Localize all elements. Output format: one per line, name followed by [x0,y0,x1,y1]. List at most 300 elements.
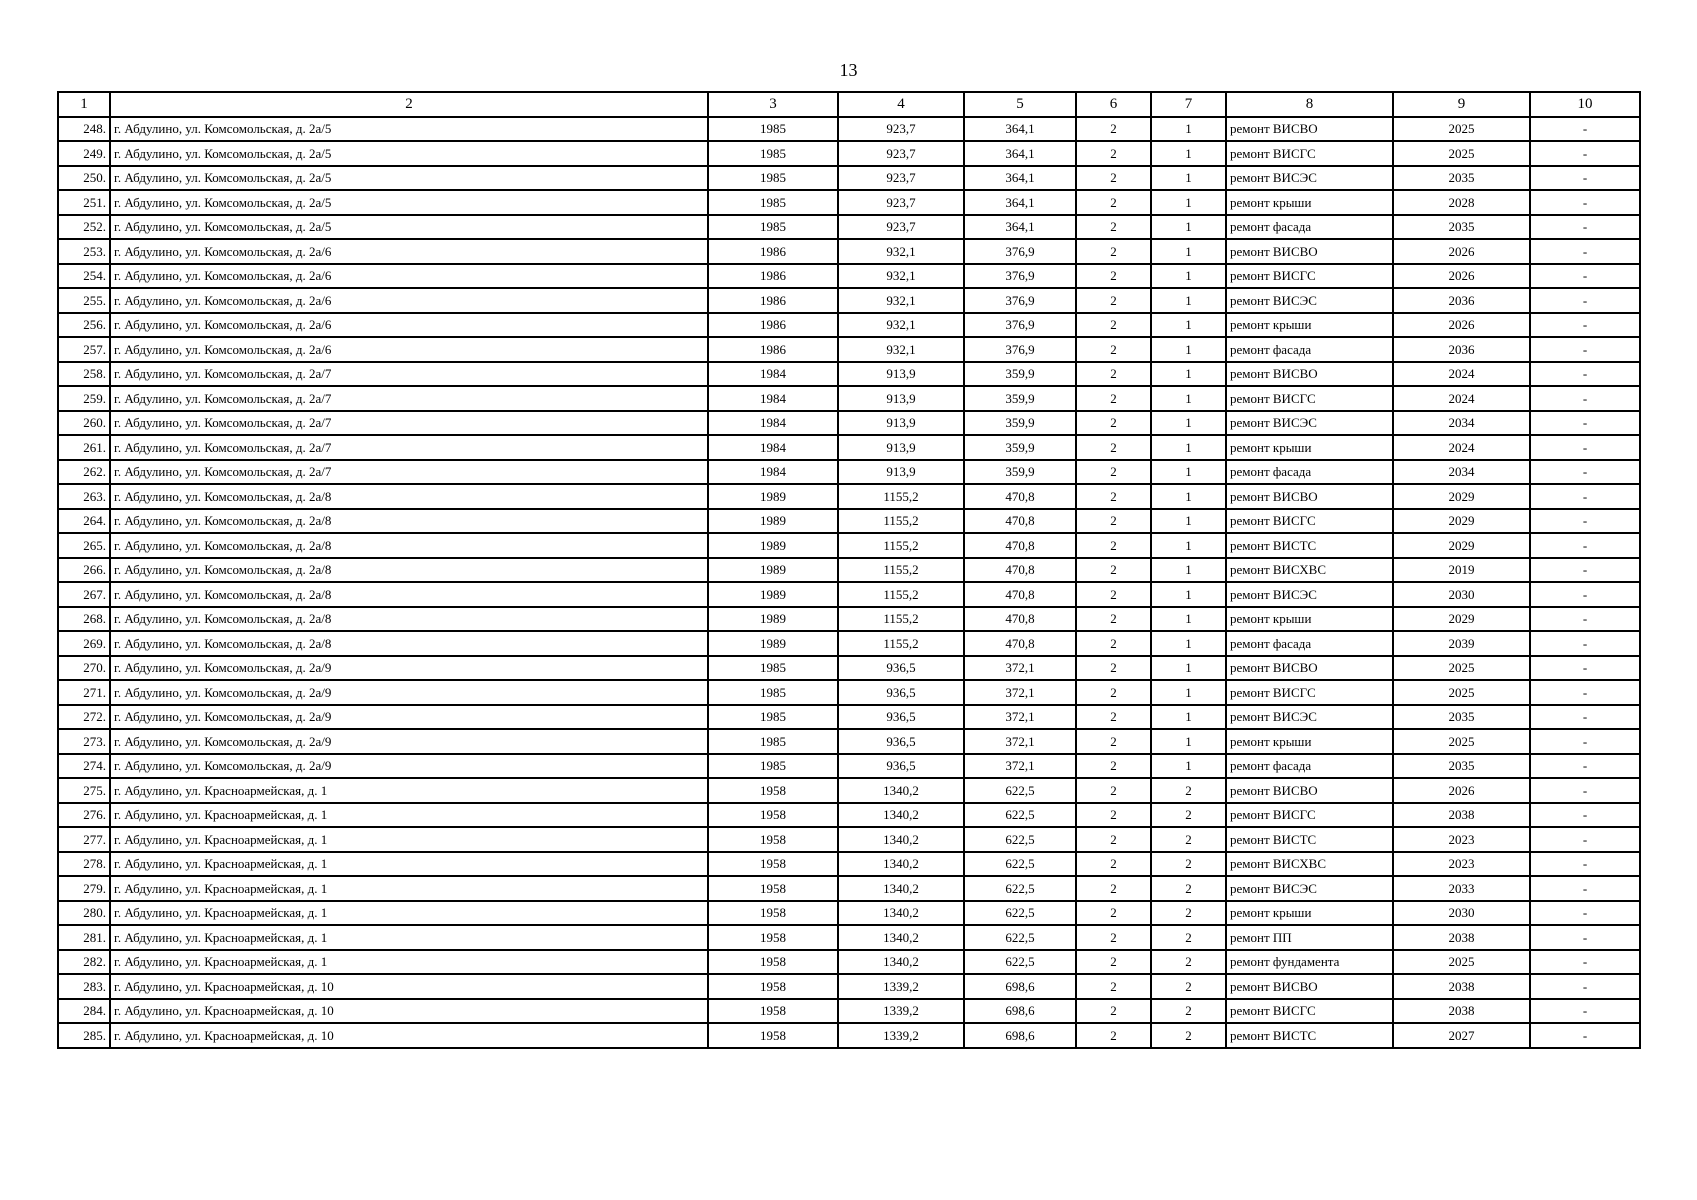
table-row [58,803,1640,828]
address-cell: г. Абдулино, ул. Комсомольская, д. 2а/7 [110,435,708,460]
note-cell: - [1530,558,1640,583]
table-row [58,974,1640,999]
repair-type-cell: ремонт ВИСЭС [1226,876,1393,901]
column-header: 6 [1076,92,1151,117]
row-number-cell: 275. [58,778,110,803]
entrances-cell: 1 [1151,754,1226,779]
column-header: 5 [964,92,1076,117]
year-built-cell: 1986 [708,239,838,264]
row-number-cell: 261. [58,435,110,460]
entrances-cell: 2 [1151,925,1226,950]
planned-year-cell: 2039 [1393,631,1530,656]
repair-type-cell: ремонт ВИСГС [1226,680,1393,705]
entrances-cell: 2 [1151,876,1226,901]
note-cell: - [1530,999,1640,1024]
row-number-cell: 266. [58,558,110,583]
entrances-cell: 1 [1151,337,1226,362]
floors-cell: 2 [1076,778,1151,803]
living-area-cell: 364,1 [964,166,1076,191]
row-number-cell: 268. [58,607,110,632]
living-area-cell: 470,8 [964,558,1076,583]
repair-type-cell: ремонт фасада [1226,460,1393,485]
floors-cell: 2 [1076,337,1151,362]
year-built-cell: 1958 [708,852,838,877]
living-area-cell: 470,8 [964,484,1076,509]
repair-type-cell: ремонт ВИСЭС [1226,288,1393,313]
address-cell: г. Абдулино, ул. Комсомольская, д. 2а/7 [110,386,708,411]
living-area-cell: 359,9 [964,460,1076,485]
planned-year-cell: 2034 [1393,411,1530,436]
total-area-cell: 932,1 [838,337,964,362]
floors-cell: 2 [1076,925,1151,950]
repair-type-cell: ремонт ВИСВО [1226,974,1393,999]
table-row [58,901,1640,926]
planned-year-cell: 2025 [1393,141,1530,166]
living-area-cell: 376,9 [964,264,1076,289]
table-row [58,582,1640,607]
row-number-cell: 274. [58,754,110,779]
total-area-cell: 1155,2 [838,582,964,607]
address-cell: г. Абдулино, ул. Комсомольская, д. 2а/9 [110,656,708,681]
address-cell: г. Абдулино, ул. Комсомольская, д. 2а/7 [110,362,708,387]
planned-year-cell: 2026 [1393,778,1530,803]
year-built-cell: 1985 [708,141,838,166]
repair-type-cell: ремонт ВИСХВС [1226,558,1393,583]
address-cell: г. Абдулино, ул. Комсомольская, д. 2а/6 [110,239,708,264]
note-cell: - [1530,607,1640,632]
living-area-cell: 359,9 [964,411,1076,436]
total-area-cell: 913,9 [838,411,964,436]
total-area-cell: 1339,2 [838,1023,964,1048]
entrances-cell: 2 [1151,852,1226,877]
note-cell: - [1530,190,1640,215]
note-cell: - [1530,264,1640,289]
planned-year-cell: 2035 [1393,705,1530,730]
living-area-cell: 376,9 [964,239,1076,264]
entrances-cell: 1 [1151,362,1226,387]
row-number-cell: 255. [58,288,110,313]
total-area-cell: 1340,2 [838,778,964,803]
total-area-cell: 1339,2 [838,999,964,1024]
year-built-cell: 1986 [708,337,838,362]
repair-type-cell: ремонт ВИСГС [1226,509,1393,534]
repair-type-cell: ремонт ВИСГС [1226,141,1393,166]
address-cell: г. Абдулино, ул. Комсомольская, д. 2а/6 [110,337,708,362]
planned-year-cell: 2029 [1393,607,1530,632]
floors-cell: 2 [1076,484,1151,509]
table-row [58,509,1640,534]
living-area-cell: 622,5 [964,852,1076,877]
note-cell: - [1530,901,1640,926]
total-area-cell: 1340,2 [838,901,964,926]
row-number-cell: 262. [58,460,110,485]
planned-year-cell: 2023 [1393,827,1530,852]
floors-cell: 2 [1076,729,1151,754]
note-cell: - [1530,778,1640,803]
note-cell: - [1530,974,1640,999]
year-built-cell: 1989 [708,484,838,509]
year-built-cell: 1958 [708,974,838,999]
living-area-cell: 698,6 [964,999,1076,1024]
repair-type-cell: ремонт ВИСГС [1226,803,1393,828]
year-built-cell: 1984 [708,362,838,387]
planned-year-cell: 2029 [1393,509,1530,534]
entrances-cell: 1 [1151,558,1226,583]
entrances-cell: 1 [1151,680,1226,705]
row-number-cell: 248. [58,117,110,142]
living-area-cell: 364,1 [964,215,1076,240]
entrances-cell: 1 [1151,460,1226,485]
planned-year-cell: 2038 [1393,999,1530,1024]
entrances-cell: 1 [1151,484,1226,509]
repair-type-cell: ремонт фасада [1226,337,1393,362]
repair-type-cell: ремонт ВИСВО [1226,117,1393,142]
row-number-cell: 272. [58,705,110,730]
note-cell: - [1530,656,1640,681]
living-area-cell: 470,8 [964,533,1076,558]
repair-type-cell: ремонт ВИСТС [1226,827,1393,852]
repair-type-cell: ремонт крыши [1226,190,1393,215]
planned-year-cell: 2034 [1393,460,1530,485]
note-cell: - [1530,337,1640,362]
total-area-cell: 1155,2 [838,509,964,534]
repair-type-cell: ремонт ВИСВО [1226,656,1393,681]
living-area-cell: 359,9 [964,435,1076,460]
row-number-cell: 249. [58,141,110,166]
repair-schedule-table [57,91,1641,1049]
entrances-cell: 1 [1151,509,1226,534]
living-area-cell: 470,8 [964,631,1076,656]
note-cell: - [1530,533,1640,558]
repair-type-cell: ремонт ВИСГС [1226,264,1393,289]
planned-year-cell: 2036 [1393,288,1530,313]
note-cell: - [1530,239,1640,264]
row-number-cell: 256. [58,313,110,338]
note-cell: - [1530,925,1640,950]
column-header: 8 [1226,92,1393,117]
table-row [58,729,1640,754]
note-cell: - [1530,141,1640,166]
table-row [58,631,1640,656]
row-number-cell: 253. [58,239,110,264]
entrances-cell: 1 [1151,386,1226,411]
planned-year-cell: 2028 [1393,190,1530,215]
row-number-cell: 280. [58,901,110,926]
note-cell: - [1530,435,1640,460]
note-cell: - [1530,509,1640,534]
year-built-cell: 1984 [708,435,838,460]
repair-type-cell: ремонт ВИСЭС [1226,705,1393,730]
planned-year-cell: 2026 [1393,313,1530,338]
row-number-cell: 276. [58,803,110,828]
planned-year-cell: 2025 [1393,656,1530,681]
table-row [58,852,1640,877]
entrances-cell: 1 [1151,607,1226,632]
living-area-cell: 622,5 [964,876,1076,901]
entrances-cell: 2 [1151,901,1226,926]
year-built-cell: 1985 [708,656,838,681]
note-cell: - [1530,754,1640,779]
year-built-cell: 1984 [708,386,838,411]
year-built-cell: 1989 [708,533,838,558]
repair-type-cell: ремонт ВИСЭС [1226,582,1393,607]
total-area-cell: 923,7 [838,117,964,142]
note-cell: - [1530,117,1640,142]
floors-cell: 2 [1076,117,1151,142]
living-area-cell: 364,1 [964,141,1076,166]
year-built-cell: 1984 [708,411,838,436]
table-row [58,705,1640,730]
note-cell: - [1530,803,1640,828]
planned-year-cell: 2025 [1393,950,1530,975]
entrances-cell: 2 [1151,950,1226,975]
planned-year-cell: 2025 [1393,729,1530,754]
floors-cell: 2 [1076,313,1151,338]
table-row [58,607,1640,632]
planned-year-cell: 2038 [1393,974,1530,999]
living-area-cell: 622,5 [964,901,1076,926]
living-area-cell: 470,8 [964,582,1076,607]
planned-year-cell: 2025 [1393,680,1530,705]
living-area-cell: 622,5 [964,778,1076,803]
floors-cell: 2 [1076,876,1151,901]
entrances-cell: 1 [1151,239,1226,264]
living-area-cell: 376,9 [964,313,1076,338]
row-number-cell: 264. [58,509,110,534]
year-built-cell: 1989 [708,607,838,632]
row-number-cell: 260. [58,411,110,436]
note-cell: - [1530,313,1640,338]
living-area-cell: 376,9 [964,337,1076,362]
floors-cell: 2 [1076,558,1151,583]
table-row [58,386,1640,411]
row-number-cell: 267. [58,582,110,607]
planned-year-cell: 2030 [1393,582,1530,607]
year-built-cell: 1958 [708,1023,838,1048]
address-cell: г. Абдулино, ул. Красноармейская, д. 1 [110,803,708,828]
note-cell: - [1530,362,1640,387]
row-number-cell: 277. [58,827,110,852]
note-cell: - [1530,950,1640,975]
table-row [58,680,1640,705]
living-area-cell: 622,5 [964,803,1076,828]
row-number-cell: 251. [58,190,110,215]
address-cell: г. Абдулино, ул. Комсомольская, д. 2а/5 [110,190,708,215]
address-cell: г. Абдулино, ул. Комсомольская, д. 2а/5 [110,215,708,240]
column-header: 10 [1530,92,1640,117]
address-cell: г. Абдулино, ул. Комсомольская, д. 2а/7 [110,411,708,436]
note-cell: - [1530,729,1640,754]
address-cell: г. Абдулино, ул. Красноармейская, д. 1 [110,852,708,877]
table-row [58,411,1640,436]
floors-cell: 2 [1076,631,1151,656]
row-number-cell: 254. [58,264,110,289]
note-cell: - [1530,876,1640,901]
floors-cell: 2 [1076,190,1151,215]
total-area-cell: 923,7 [838,190,964,215]
total-area-cell: 1340,2 [838,852,964,877]
living-area-cell: 359,9 [964,386,1076,411]
floors-cell: 2 [1076,166,1151,191]
total-area-cell: 1340,2 [838,803,964,828]
note-cell: - [1530,852,1640,877]
living-area-cell: 359,9 [964,362,1076,387]
year-built-cell: 1958 [708,876,838,901]
entrances-cell: 2 [1151,827,1226,852]
living-area-cell: 698,6 [964,974,1076,999]
floors-cell: 2 [1076,607,1151,632]
row-number-cell: 278. [58,852,110,877]
note-cell: - [1530,705,1640,730]
table-row [58,460,1640,485]
row-number-cell: 273. [58,729,110,754]
floors-cell: 2 [1076,288,1151,313]
total-area-cell: 1155,2 [838,558,964,583]
address-cell: г. Абдулино, ул. Красноармейская, д. 10 [110,974,708,999]
repair-type-cell: ремонт ВИСВО [1226,362,1393,387]
repair-type-cell: ремонт крыши [1226,729,1393,754]
entrances-cell: 1 [1151,215,1226,240]
planned-year-cell: 2024 [1393,362,1530,387]
year-built-cell: 1958 [708,999,838,1024]
year-built-cell: 1985 [708,680,838,705]
entrances-cell: 2 [1151,1023,1226,1048]
address-cell: г. Абдулино, ул. Комсомольская, д. 2а/9 [110,754,708,779]
planned-year-cell: 2024 [1393,435,1530,460]
repair-type-cell: ремонт ВИСВО [1226,778,1393,803]
table-row [58,313,1640,338]
note-cell: - [1530,1023,1640,1048]
address-cell: г. Абдулино, ул. Красноармейская, д. 10 [110,1023,708,1048]
year-built-cell: 1989 [708,558,838,583]
total-area-cell: 936,5 [838,656,964,681]
entrances-cell: 2 [1151,999,1226,1024]
year-built-cell: 1989 [708,582,838,607]
entrances-cell: 1 [1151,533,1226,558]
year-built-cell: 1958 [708,901,838,926]
page-number: 13 [839,60,858,80]
column-header: 9 [1393,92,1530,117]
table-row [58,264,1640,289]
entrances-cell: 2 [1151,803,1226,828]
table-row [58,827,1640,852]
planned-year-cell: 2029 [1393,484,1530,509]
repair-type-cell: ремонт ВИСХВС [1226,852,1393,877]
planned-year-cell: 2030 [1393,901,1530,926]
total-area-cell: 1155,2 [838,533,964,558]
row-number-cell: 271. [58,680,110,705]
floors-cell: 2 [1076,435,1151,460]
note-cell: - [1530,166,1640,191]
floors-cell: 2 [1076,705,1151,730]
living-area-cell: 372,1 [964,705,1076,730]
table-row [58,141,1640,166]
repair-type-cell: ремонт крыши [1226,313,1393,338]
repair-type-cell: ремонт крыши [1226,607,1393,632]
repair-type-cell: ремонт ВИСЭС [1226,166,1393,191]
total-area-cell: 913,9 [838,362,964,387]
address-cell: г. Абдулино, ул. Комсомольская, д. 2а/8 [110,533,708,558]
row-number-cell: 284. [58,999,110,1024]
entrances-cell: 1 [1151,705,1226,730]
entrances-cell: 2 [1151,974,1226,999]
floors-cell: 2 [1076,362,1151,387]
table-row [58,190,1640,215]
total-area-cell: 923,7 [838,141,964,166]
floors-cell: 2 [1076,999,1151,1024]
total-area-cell: 932,1 [838,239,964,264]
living-area-cell: 470,8 [964,509,1076,534]
floors-cell: 2 [1076,974,1151,999]
address-cell: г. Абдулино, ул. Комсомольская, д. 2а/6 [110,264,708,289]
year-built-cell: 1958 [708,778,838,803]
year-built-cell: 1958 [708,950,838,975]
row-number-cell: 259. [58,386,110,411]
living-area-cell: 622,5 [964,827,1076,852]
entrances-cell: 1 [1151,729,1226,754]
floors-cell: 2 [1076,411,1151,436]
year-built-cell: 1986 [708,313,838,338]
total-area-cell: 1340,2 [838,925,964,950]
year-built-cell: 1985 [708,166,838,191]
repair-type-cell: ремонт фасада [1226,215,1393,240]
address-cell: г. Абдулино, ул. Комсомольская, д. 2а/6 [110,313,708,338]
living-area-cell: 372,1 [964,680,1076,705]
table-row [58,533,1640,558]
table-row [58,166,1640,191]
total-area-cell: 932,1 [838,313,964,338]
note-cell: - [1530,680,1640,705]
row-number-cell: 263. [58,484,110,509]
living-area-cell: 372,1 [964,729,1076,754]
living-area-cell: 364,1 [964,190,1076,215]
planned-year-cell: 2023 [1393,852,1530,877]
floors-cell: 2 [1076,533,1151,558]
total-area-cell: 913,9 [838,386,964,411]
row-number-cell: 250. [58,166,110,191]
entrances-cell: 1 [1151,582,1226,607]
year-built-cell: 1985 [708,729,838,754]
table-row [58,999,1640,1024]
table-row [58,876,1640,901]
address-cell: г. Абдулино, ул. Комсомольская, д. 2а/9 [110,705,708,730]
row-number-cell: 252. [58,215,110,240]
total-area-cell: 936,5 [838,754,964,779]
entrances-cell: 1 [1151,117,1226,142]
year-built-cell: 1984 [708,460,838,485]
row-number-cell: 283. [58,974,110,999]
living-area-cell: 698,6 [964,1023,1076,1048]
note-cell: - [1530,386,1640,411]
entrances-cell: 1 [1151,288,1226,313]
planned-year-cell: 2027 [1393,1023,1530,1048]
total-area-cell: 1339,2 [838,974,964,999]
address-cell: г. Абдулино, ул. Комсомольская, д. 2а/9 [110,729,708,754]
planned-year-cell: 2035 [1393,754,1530,779]
year-built-cell: 1985 [708,215,838,240]
repair-type-cell: ремонт ПП [1226,925,1393,950]
address-cell: г. Абдулино, ул. Красноармейская, д. 1 [110,876,708,901]
planned-year-cell: 2033 [1393,876,1530,901]
floors-cell: 2 [1076,950,1151,975]
total-area-cell: 932,1 [838,264,964,289]
row-number-cell: 282. [58,950,110,975]
floors-cell: 2 [1076,215,1151,240]
row-number-cell: 269. [58,631,110,656]
repair-type-cell: ремонт фундамента [1226,950,1393,975]
entrances-cell: 1 [1151,190,1226,215]
address-cell: г. Абдулино, ул. Комсомольская, д. 2а/8 [110,558,708,583]
